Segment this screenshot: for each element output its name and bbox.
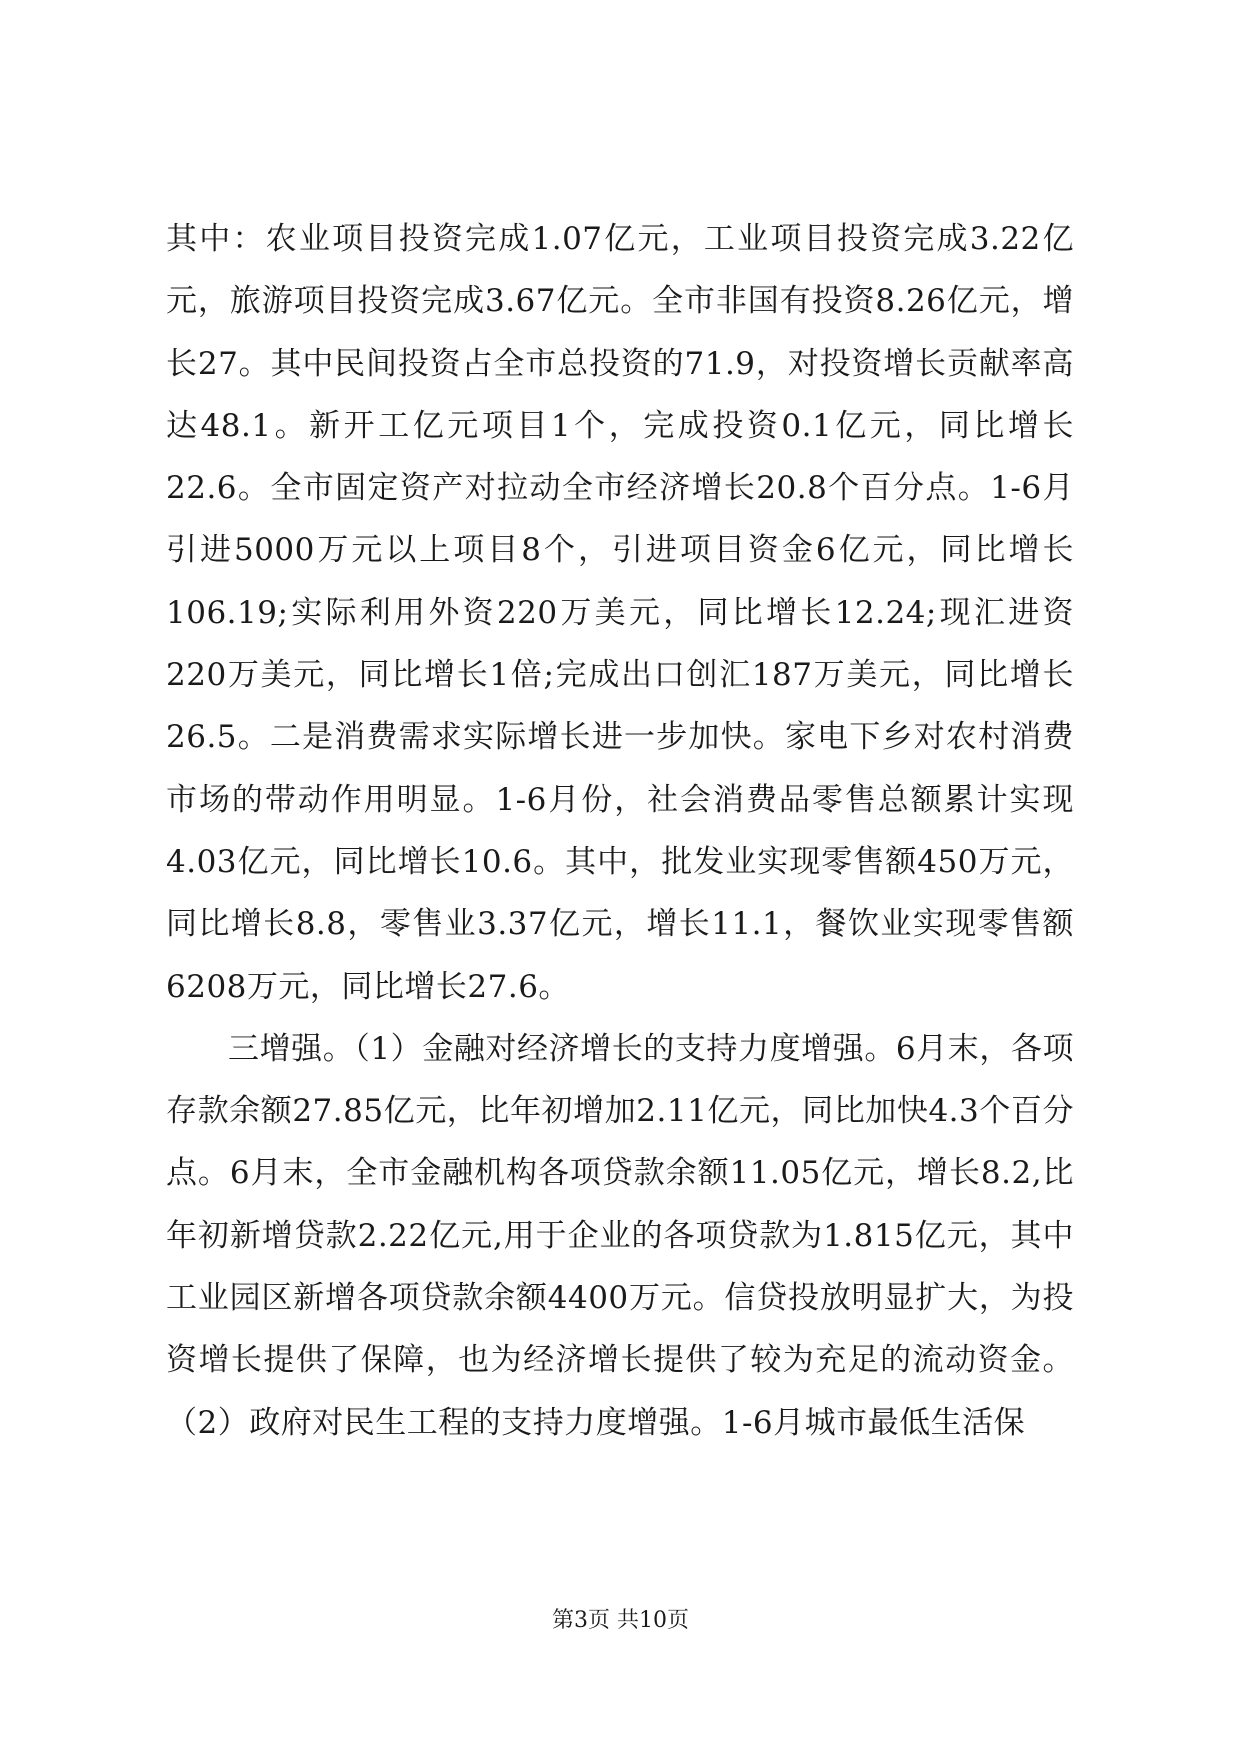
page-footer — [0, 1603, 1241, 1634]
paragraph-2: 三增强。（1）金融对经济增长的支持力度增强。6月末，各项存款余额27.85亿元，比年初增加2.11亿元，同比加快4.3个百分点。6月末，全市金融机构各项贷款余额11.05亿元，增长8.2,比年初新增贷款2.22亿元,用于企业的各项贷款为1.815亿元，其中工业园区新增各项贷款余额4400万元。信贷投放明显扩大，为投资增长提供了保障，也为经济增长提供了较为充足的流动资金。（2）政府对民生工程的支持力度增强。1-6月城市最低生活保 — [166, 1030, 1074, 1441]
body-text — [166, 208, 1074, 1454]
paragraph-1: 其中：农业项目投资完成1.07亿元，工业项目投资完成3.22亿元，旅游项目投资完成3.67亿元。全市非国有投资8.26亿元，增长27。其中民间投资占全市总投资的71.9，对投资增长贡献率高达48.1。新开工亿元项目1个，完成投资0.1亿元，同比增长22.6。全市固定资产对拉动全市经济增长20.8个百分点。1-6月引进5000万元以上项目8个，引进项目资金6亿元，同比增长106.19;实际利用外资220万美元，同比增长12.24;现汇进资220万美元，同比增长1倍;完成出口创汇187万美元，同比增长26.5。二是消费需求实际增长进一步加快。家电下乡对农村消费市场的带动作用明显。1-6月份，社会消费品零售总额累计实现4.03亿元，同比增长10.6。其中，批发业实现零售额450万元，同比增长8.8，零售业3.37亿元，增长11.1，餐饮业实现零售额6208万元，同比增长27.6。 — [166, 221, 1074, 1005]
page-number: 第3页 共10页 — [552, 1608, 689, 1633]
